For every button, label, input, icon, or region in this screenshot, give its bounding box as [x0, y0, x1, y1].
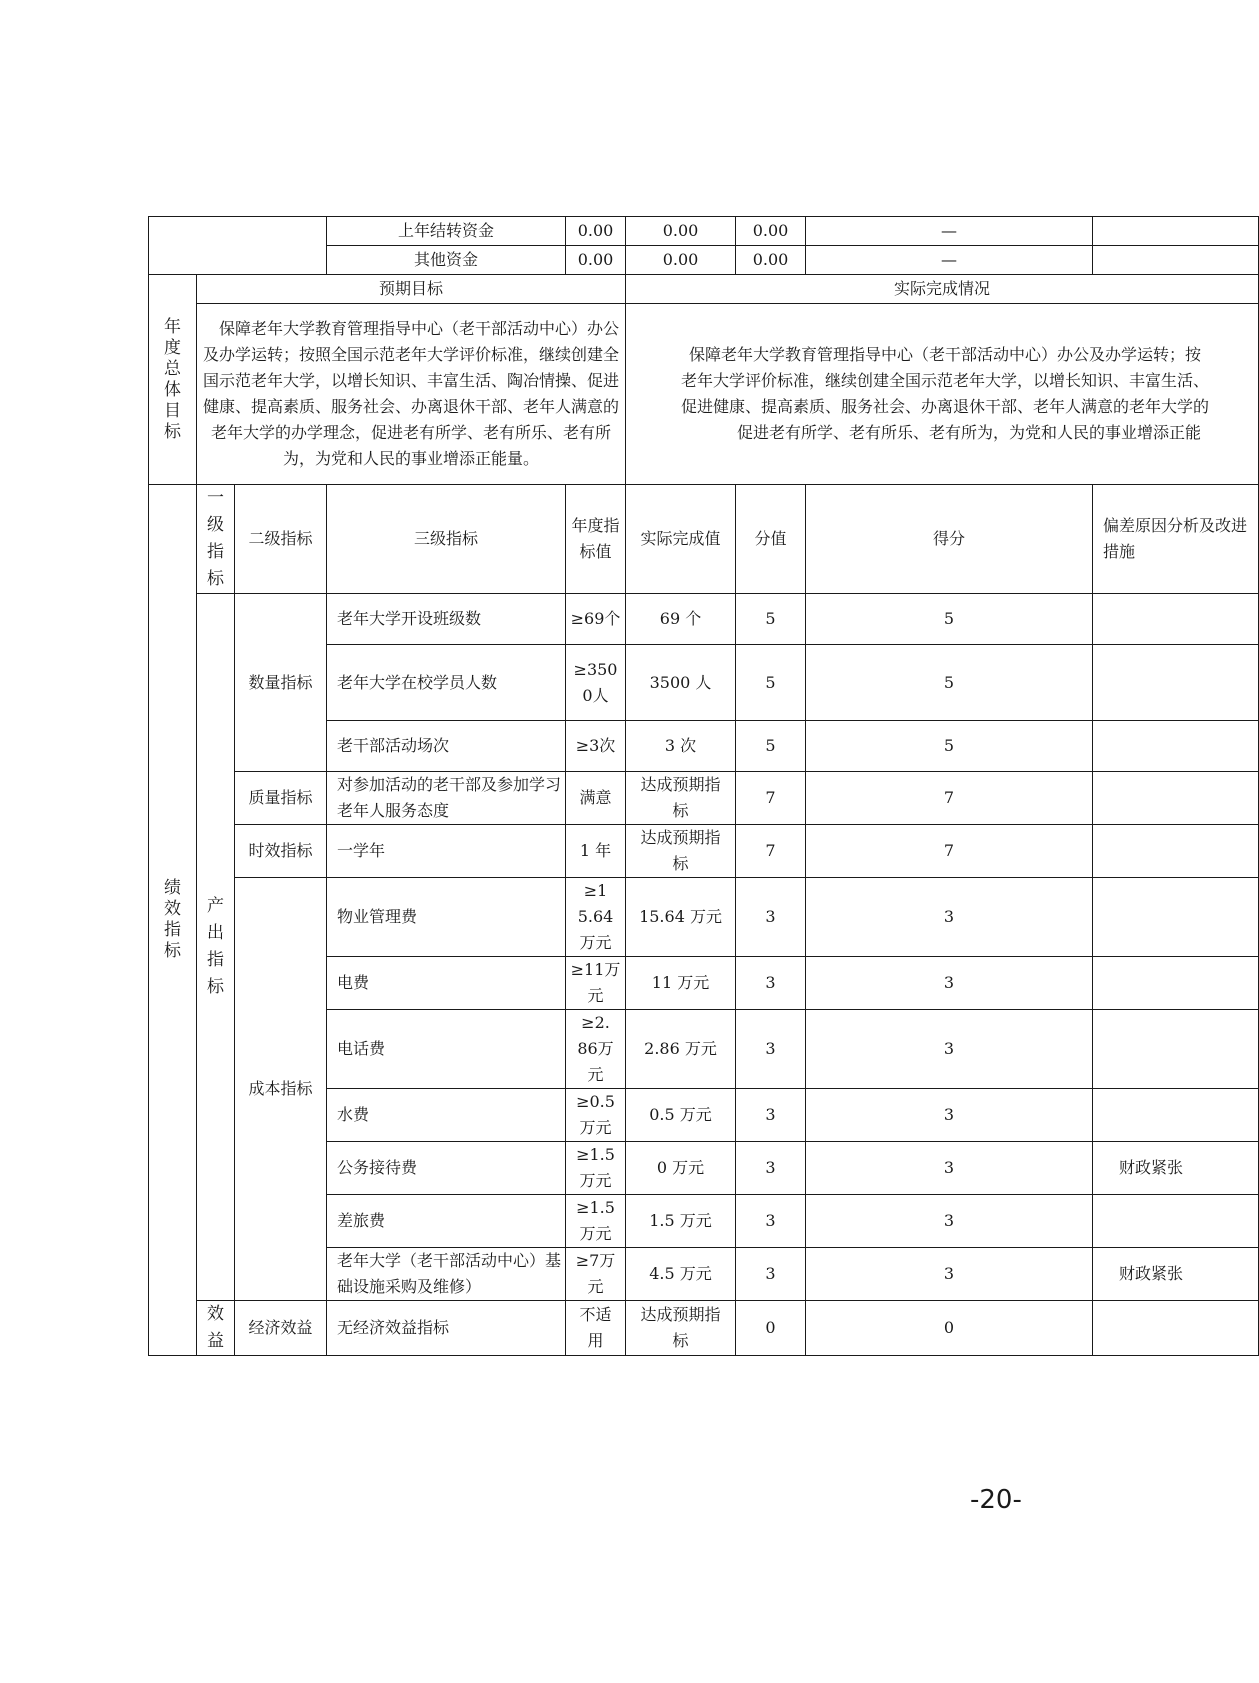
fund-name: 其他资金: [327, 246, 566, 275]
goal-content-row: [149, 304, 1259, 485]
actual-goal-line: 促进健康、提高素质、服务社会、办离退休干部、老年人满意的老年大学的: [681, 397, 1210, 416]
actual-goal-line: 促进老有所学、老有所乐、老有所为，为党和人民的事业增添正能: [737, 423, 1202, 442]
indicator-actual: 达成预期指标: [626, 825, 736, 878]
performance-indicator-label: 绩效指标: [149, 485, 197, 1356]
indicator-target: ≥11万元: [566, 957, 626, 1010]
expected-goal-text: 保障老年大学教育管理指导中心（老干部活动中心）办公及办学运转；按照全国示范老年大学评价标准，继续创建全国示范老年大学，以增长知识、丰富生活、陶冶情操、促进健康、提高素质、服务社会、办离退休干部、老年人满意的老年大学的办学理念，促进老有所学、老有所乐、老有所为，为党和人民的事业增添正能量。: [197, 304, 626, 485]
indicator-name: 老年大学（老干部活动中心）基础设施采购及维修）: [327, 1248, 566, 1301]
indicator-target: ≥15.64万元: [566, 878, 626, 957]
indicator-score: 5: [806, 594, 1093, 645]
indicator-actual: 4.5 万元: [626, 1248, 736, 1301]
indicator-target: ≥1.5万元: [566, 1142, 626, 1195]
annual-goal-label: 年度总体目标: [149, 275, 197, 485]
header-score: 得分: [806, 485, 1093, 594]
indicator-name: 老干部活动场次: [327, 721, 566, 772]
header-level3: 三级指标: [327, 485, 566, 594]
indicator-actual: 2.86 万元: [626, 1010, 736, 1089]
indicator-actual: 达成预期指标: [626, 1301, 736, 1356]
indicator-name: 差旅费: [327, 1195, 566, 1248]
indicator-score: 3: [806, 1142, 1093, 1195]
actual-goal-line: 老年大学评价标准，继续创建全国示范老年大学，以增长知识、丰富生活、: [681, 371, 1210, 390]
indicator-score: 5: [806, 645, 1093, 721]
fund-value: 0.00: [566, 217, 626, 246]
fund-blank: [1093, 246, 1259, 275]
fund-name: 上年结转资金: [327, 217, 566, 246]
indicator-target: ≥3500人: [566, 645, 626, 721]
group-timeliness: 时效指标: [235, 825, 327, 878]
indicator-weight: 7: [736, 825, 806, 878]
indicator-actual: 0.5 万元: [626, 1089, 736, 1142]
indicator-actual: 0 万元: [626, 1142, 736, 1195]
indicator-score: 3: [806, 878, 1093, 957]
indicator-reason: [1093, 878, 1259, 957]
indicator-target: ≥1.5万元: [566, 1195, 626, 1248]
indicator-reason: [1093, 825, 1259, 878]
header-reason: 偏差原因分析及改进措施: [1093, 485, 1259, 594]
fund-value: 0.00: [566, 246, 626, 275]
fund-blank-cell: [149, 217, 327, 275]
indicator-score: 3: [806, 1195, 1093, 1248]
indicator-name: 老年大学在校学员人数: [327, 645, 566, 721]
indicator-row: [149, 878, 1259, 957]
indicator-reason: [1093, 1089, 1259, 1142]
indicator-weight: 0: [736, 1301, 806, 1356]
group-cost: 成本指标: [235, 878, 327, 1301]
indicator-actual: 3 次: [626, 721, 736, 772]
indicator-name: 公务接待费: [327, 1142, 566, 1195]
indicator-header-row: [149, 485, 1259, 594]
fund-row: [149, 217, 1259, 246]
indicator-reason: [1093, 721, 1259, 772]
indicator-score: 3: [806, 957, 1093, 1010]
indicator-name: 电费: [327, 957, 566, 1010]
indicator-actual: 3500 人: [626, 645, 736, 721]
actual-goal-header: 实际完成情况: [626, 275, 1259, 304]
indicator-reason: 财政紧张: [1093, 1248, 1259, 1301]
indicator-reason: [1093, 957, 1259, 1010]
indicator-weight: 3: [736, 1248, 806, 1301]
group-quality: 质量指标: [235, 772, 327, 825]
fund-value: —: [806, 217, 1093, 246]
header-weight: 分值: [736, 485, 806, 594]
indicator-reason: 财政紧张: [1093, 1142, 1259, 1195]
indicator-row: [149, 825, 1259, 878]
performance-table: [148, 216, 1259, 1356]
actual-goal-text: [626, 304, 1259, 485]
indicator-name: 水费: [327, 1089, 566, 1142]
indicator-target: ≥7万元: [566, 1248, 626, 1301]
indicator-reason: [1093, 772, 1259, 825]
indicator-target: ≥0.5万元: [566, 1089, 626, 1142]
indicator-name: 一学年: [327, 825, 566, 878]
indicator-weight: 3: [736, 878, 806, 957]
fund-value: 0.00: [736, 246, 806, 275]
actual-goal-line: 保障老年大学教育管理指导中心（老干部活动中心）办公及办学运转；按: [689, 345, 1202, 364]
indicator-target: 1 年: [566, 825, 626, 878]
indicator-score: 5: [806, 721, 1093, 772]
indicator-weight: 3: [736, 1089, 806, 1142]
indicator-name: 电话费: [327, 1010, 566, 1089]
indicator-score: 0: [806, 1301, 1093, 1356]
indicator-reason: [1093, 1010, 1259, 1089]
page-number: -20-: [970, 1485, 1022, 1515]
group-quantity: 数量指标: [235, 594, 327, 772]
indicator-weight: 5: [736, 594, 806, 645]
indicator-actual: 1.5 万元: [626, 1195, 736, 1248]
indicator-name: 老年大学开设班级数: [327, 594, 566, 645]
goal-header-row: [149, 275, 1259, 304]
indicator-weight: 5: [736, 645, 806, 721]
fund-value: 0.00: [626, 217, 736, 246]
indicator-score: 7: [806, 825, 1093, 878]
indicator-reason: [1093, 645, 1259, 721]
indicator-target: ≥69个: [566, 594, 626, 645]
indicator-weight: 3: [736, 1142, 806, 1195]
indicator-weight: 3: [736, 1010, 806, 1089]
indicator-weight: 3: [736, 957, 806, 1010]
indicator-score: 3: [806, 1248, 1093, 1301]
header-level1: 一级指标: [197, 485, 235, 594]
indicator-actual: 11 万元: [626, 957, 736, 1010]
indicator-weight: 5: [736, 721, 806, 772]
indicator-target: ≥3次: [566, 721, 626, 772]
expected-goal-header: 预期目标: [197, 275, 626, 304]
indicator-actual: 69 个: [626, 594, 736, 645]
indicator-name: 对参加活动的老干部及参加学习老年人服务态度: [327, 772, 566, 825]
fund-value: 0.00: [736, 217, 806, 246]
indicator-row: [149, 594, 1259, 645]
indicator-reason: [1093, 1195, 1259, 1248]
fund-value: 0.00: [626, 246, 736, 275]
indicator-actual: 15.64 万元: [626, 878, 736, 957]
indicator-reason: [1093, 594, 1259, 645]
header-actual: 实际完成值: [626, 485, 736, 594]
indicator-actual: 达成预期指标: [626, 772, 736, 825]
indicator-reason: [1093, 1301, 1259, 1356]
indicator-target: 不适用: [566, 1301, 626, 1356]
benefit-indicator-label: 效益: [197, 1301, 235, 1356]
header-level2: 二级指标: [235, 485, 327, 594]
output-indicator-label: 产出指标: [197, 594, 235, 1301]
header-target: 年度指标值: [566, 485, 626, 594]
indicator-name: 无经济效益指标: [327, 1301, 566, 1356]
fund-blank: [1093, 217, 1259, 246]
fund-value: —: [806, 246, 1093, 275]
indicator-target: 满意: [566, 772, 626, 825]
indicator-score: 3: [806, 1010, 1093, 1089]
group-economic: 经济效益: [235, 1301, 327, 1356]
indicator-score: 3: [806, 1089, 1093, 1142]
indicator-row: [149, 772, 1259, 825]
indicator-weight: 7: [736, 772, 806, 825]
indicator-row: [149, 1301, 1259, 1356]
indicator-name: 物业管理费: [327, 878, 566, 957]
indicator-weight: 3: [736, 1195, 806, 1248]
indicator-target: ≥2.86万元: [566, 1010, 626, 1089]
indicator-score: 7: [806, 772, 1093, 825]
